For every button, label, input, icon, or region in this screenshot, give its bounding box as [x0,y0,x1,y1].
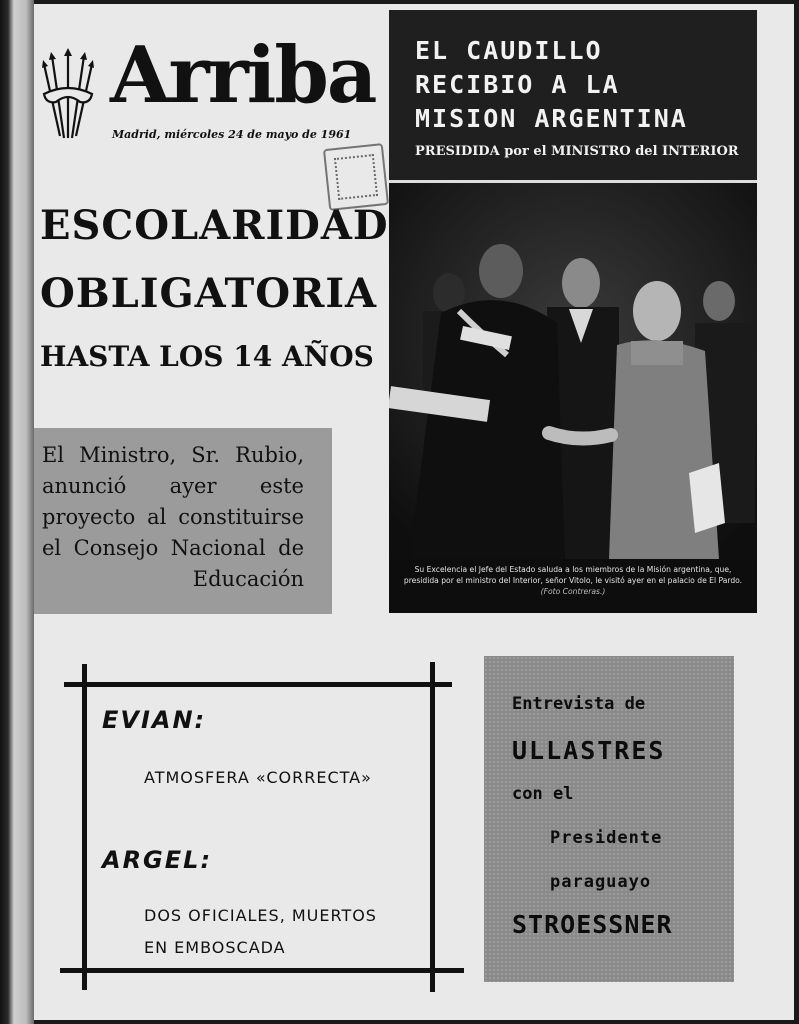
photo-caption-text: Su Excelencia el Jefe del Estado saluda a los miembros de la Misión argentina, que, presidida por el ministro del Interior, señor Vitolo, le visitó ayer en el palacio de El Pardo. [403,565,743,585]
frame-bottom-rule [60,968,464,973]
minister-text: El Ministro, Sr. Rubio, anunció ayer este proyecto al constituirse el Consejo Nacional de Educación [42,443,304,591]
ullastres-line-2: ULLASTRES [512,736,666,765]
caudillo-line-1: EL CAUDILLO [415,36,603,65]
newspaper-title: Arriba [110,30,376,121]
dateline: Madrid, miércoles 24 de mayo de 1961 [112,128,352,141]
argel-text-line-1: DOS OFICIALES, MUERTOS [144,906,377,925]
newspaper-page [34,4,794,1020]
book-binding [0,0,34,1024]
photo-caption [389,559,757,613]
handshake-photo-illustration [389,183,757,559]
caudillo-line-3: MISION ARGENTINA [415,104,688,133]
ullastres-line-4: Presidente [550,828,663,848]
caudillo-line-2: RECIBIO A LA [415,70,620,99]
ullastres-line-5: paraguayo [550,872,652,892]
minister-box [34,428,332,614]
argel-text-line-2: EN EMBOSCADA [144,938,286,957]
evian-heading: EVIAN: [102,706,207,734]
headline-line-1: ESCOLARIDAD [40,202,389,249]
frame-left-rule [82,664,87,990]
masthead [40,30,380,184]
caudillo-headline-box [389,10,757,180]
photo-credit: (Foto Contreras.) [540,587,606,596]
headline-line-2: OBLIGATORIA [40,270,378,317]
headline-line-3: HASTA LOS 14 AÑOS [40,340,374,373]
ullastres-line-6: STROESSNER [512,910,673,939]
news-photo [389,180,757,613]
caudillo-subtitle: PRESIDIDA por el MINISTRO del INTERIOR [415,144,739,159]
ullastres-box [484,656,734,982]
evian-text: ATMOSFERA «CORRECTA» [144,768,372,787]
yoke-and-arrows-icon [40,48,96,144]
frame-right-rule [430,662,435,992]
argel-heading: ARGEL: [102,846,213,874]
library-stamp [323,143,389,211]
frame-top-rule [64,682,452,687]
ullastres-line-1: Entrevista de [512,694,646,714]
evian-argel-box [64,654,464,994]
ullastres-line-3: con el [512,784,574,804]
